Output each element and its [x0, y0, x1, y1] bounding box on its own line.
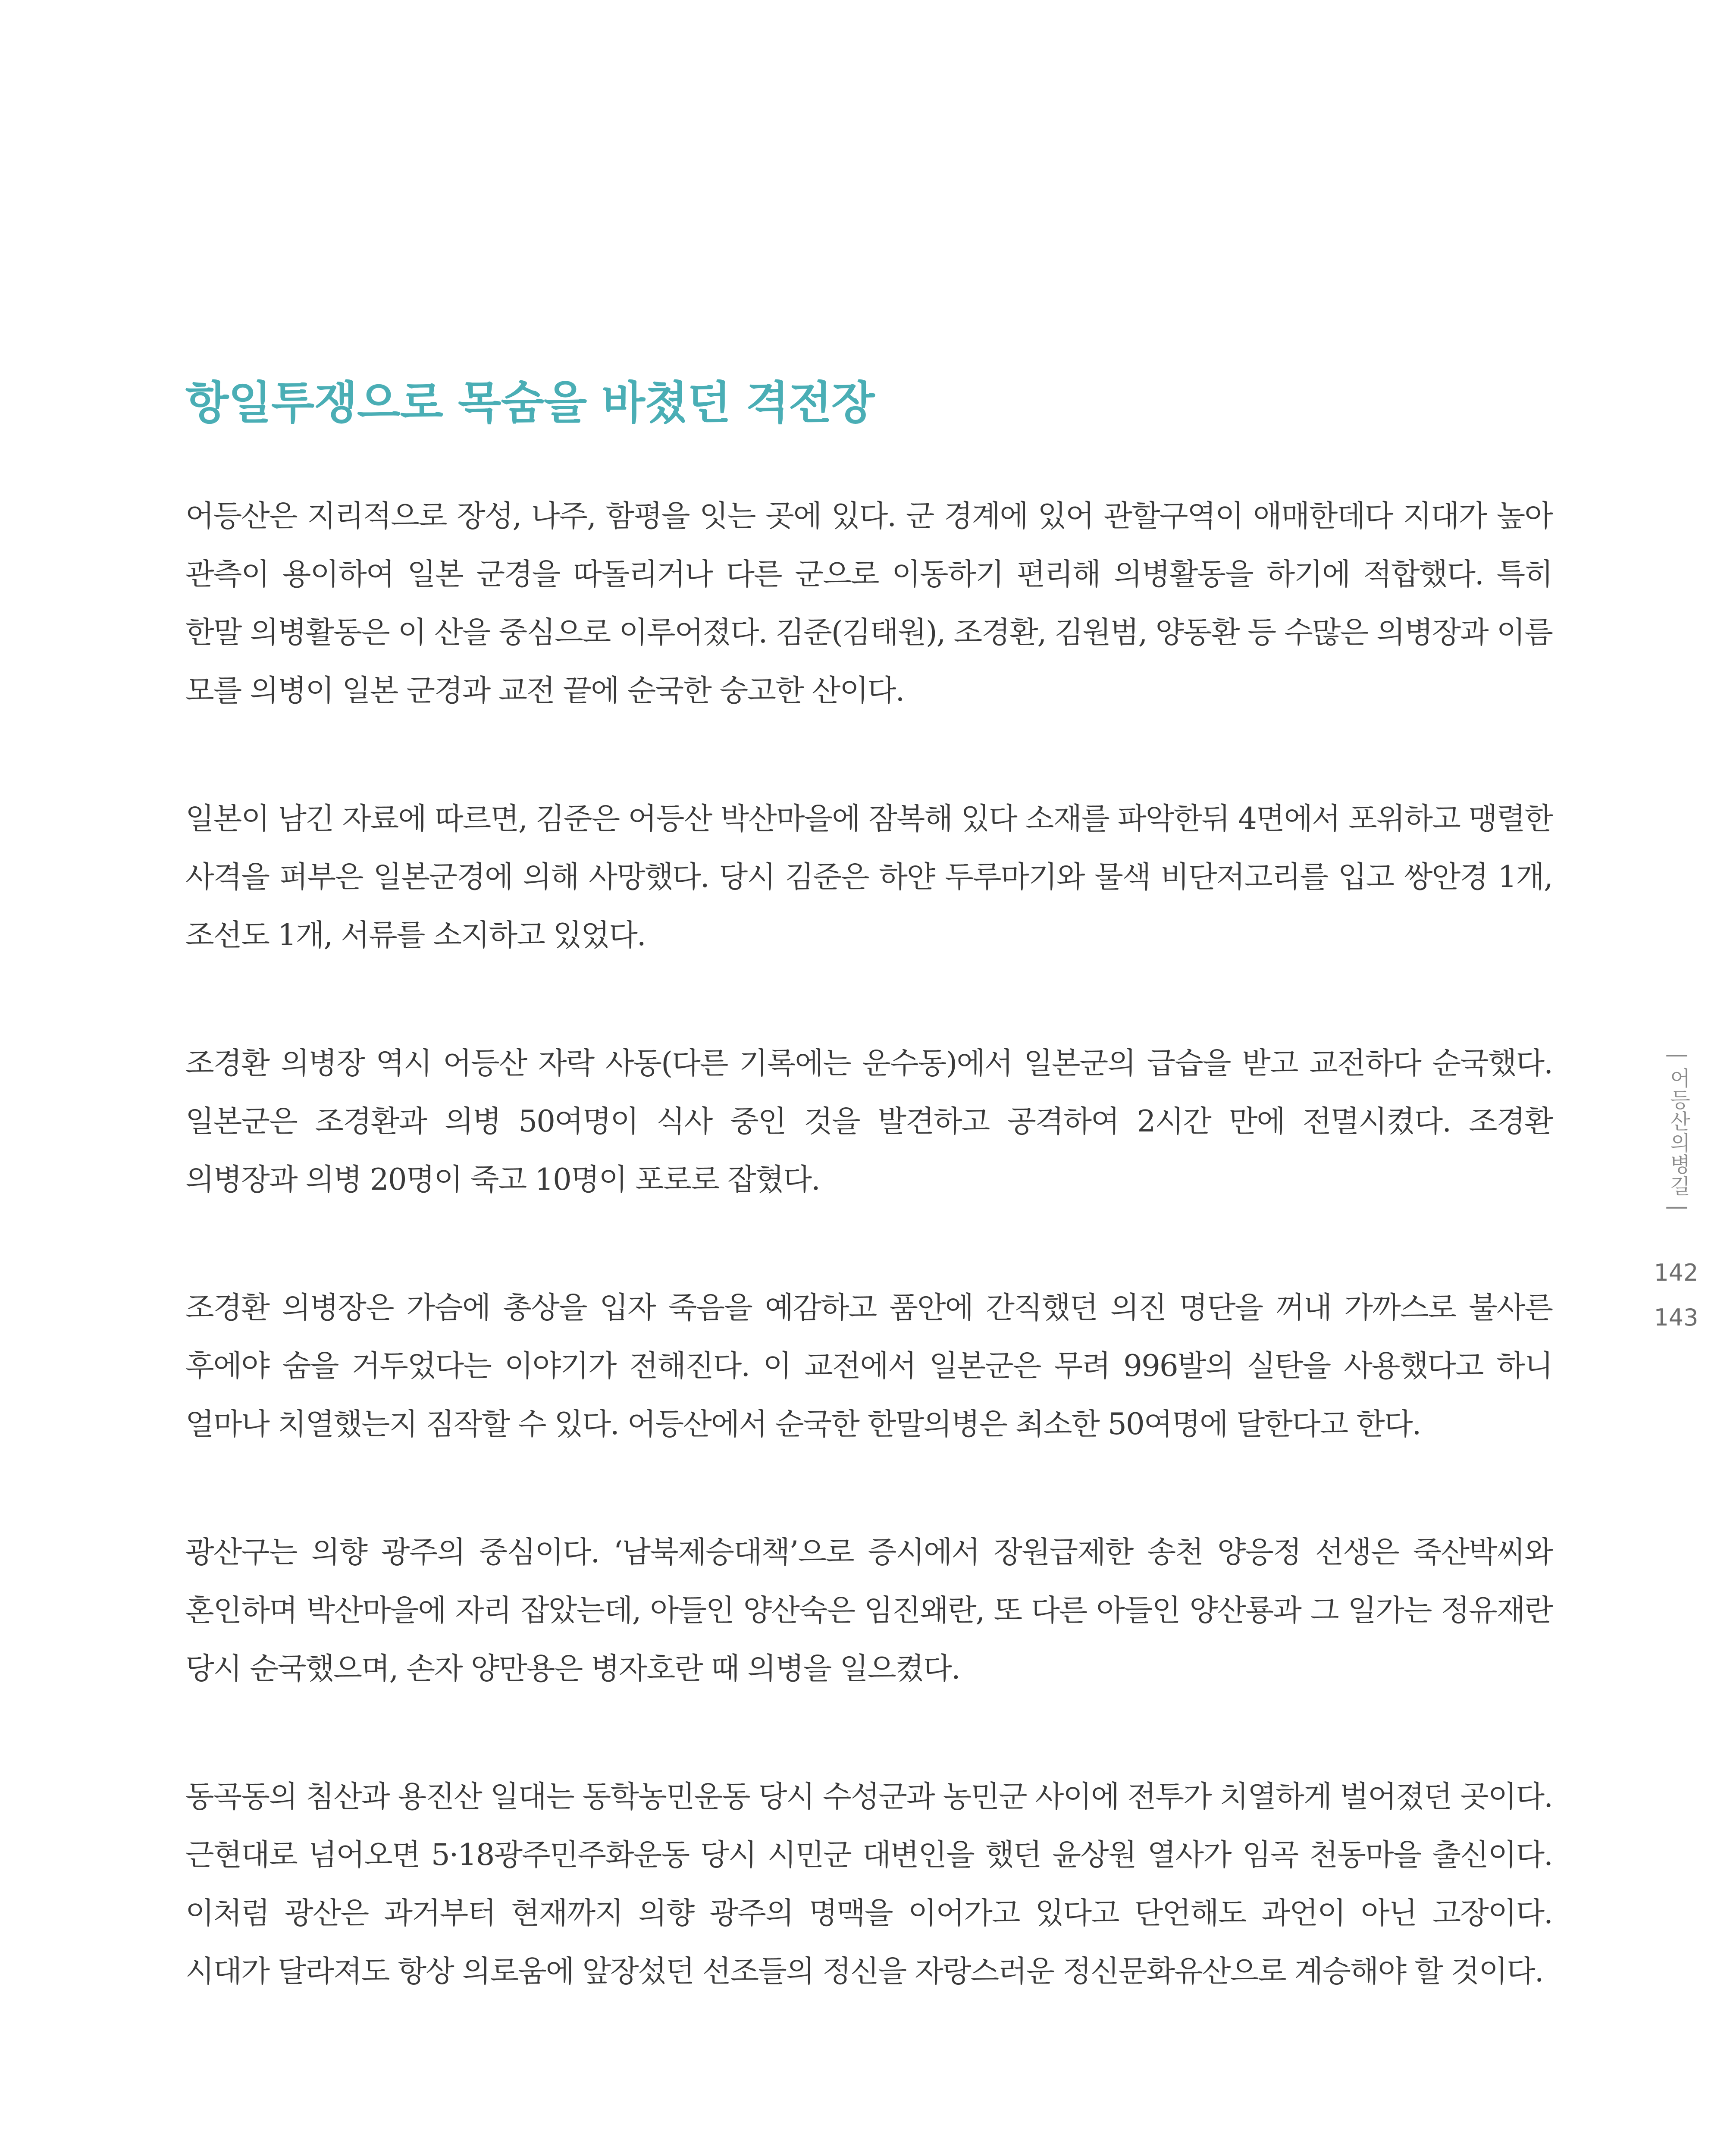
body-text	[185, 487, 1552, 2071]
section-heading: 항일투쟁으로 목숨을 바쳤던 격전장	[185, 376, 874, 429]
paragraph: 광산구는 의향 광주의 중심이다. ‘남북제승대책’으로 증시에서 장원급제한 송천 양응정 선생은 죽산박씨와 혼인하며 박산마을에 자리 잡았는데, 아들인 양산숙은 임진왜란, 또 다른 아들인 양산룡과 그 일가는 정유재란 당시 순국했으며, 손자 양만용은 병자호란 때 의병을 일으켰다.	[185, 1535, 1552, 1686]
page-numbers	[1648, 1250, 1704, 1340]
paragraph: 조경환 의병장은 가슴에 총상을 입자 죽음을 예감하고 품안에 간직했던 의진 명단을 꺼내 가까스로 불사른 후에야 숨을 거두었다는 이야기가 전해진다. 이 교전에서 일본군은 무려 996발의 실탄을 사용했다고 하니 얼마나 치열했는지 짐작할 수 있다. 어등산에서 순국한 한말의병은 최소한 50여명에 달한다고 한다.	[185, 1291, 1552, 1442]
paragraph: 일본이 남긴 자료에 따르면, 김준은 어등산 박산마을에 잠복해 있다 소재를 파악한뒤 4면에서 포위하고 맹렬한 사격을 퍼부은 일본군경에 의해 사망했다. 당시 김준은 하얀 두루마기와 물색 비단저고리를 입고 쌍안경 1개, 조선도 1개, 서류를 소지하고 있었다.	[185, 802, 1552, 953]
page-number-right: 143	[1654, 1304, 1699, 1331]
paragraph: 조경환 의병장 역시 어등산 자락 사동(다른 기록에는 운수동)에서 일본군의 급습을 받고 교전하다 순국했다. 일본군은 조경환과 의병 50여명이 식사 중인 것을 발견하고 공격하여 2시간 만에 전멸시켰다. 조경환 의병장과 의병 20명이 죽고 10명이 포로로 잡혔다.	[185, 1046, 1552, 1197]
running-section-label: | 어등산의병길 |	[1666, 1052, 1690, 1212]
paragraph: 어등산은 지리적으로 장성, 나주, 함평을 잇는 곳에 있다. 군 경계에 있어 관할구역이 애매한데다 지대가 높아 관측이 용이하여 일본 군경을 따돌리거나 다른 군으로 이동하기 편리해 의병활동을 하기에 적합했다. 특히 한말 의병활동은 이 산을 중심으로 이루어졌다. 김준(김태원), 조경환, 김원범, 양동환 등 수많은 의병장과 이름 모를 의병이 일본 군경과 교전 끝에 순국한 숭고한 산이다.	[185, 499, 1552, 708]
paragraph: 동곡동의 침산과 용진산 일대는 동학농민운동 당시 수성군과 농민군 사이에 전투가 치열하게 벌어졌던 곳이다. 근현대로 넘어오면 5·18광주민주화운동 당시 시민군 대변인을 했던 윤상원 열사가 임곡 천동마을 출신이다. 이처럼 광산은 과거부터 현재까지 의향 광주의 명맥을 이어가고 있다고 단언해도 과언이 아닌 고장이다. 시대가 달라져도 항상 의로움에 앞장섰던 선조들의 정신을 자랑스러운 정신문화유산으로 계승해야 할 것이다.	[185, 1780, 1552, 1989]
page-number-left: 142	[1654, 1259, 1699, 1286]
